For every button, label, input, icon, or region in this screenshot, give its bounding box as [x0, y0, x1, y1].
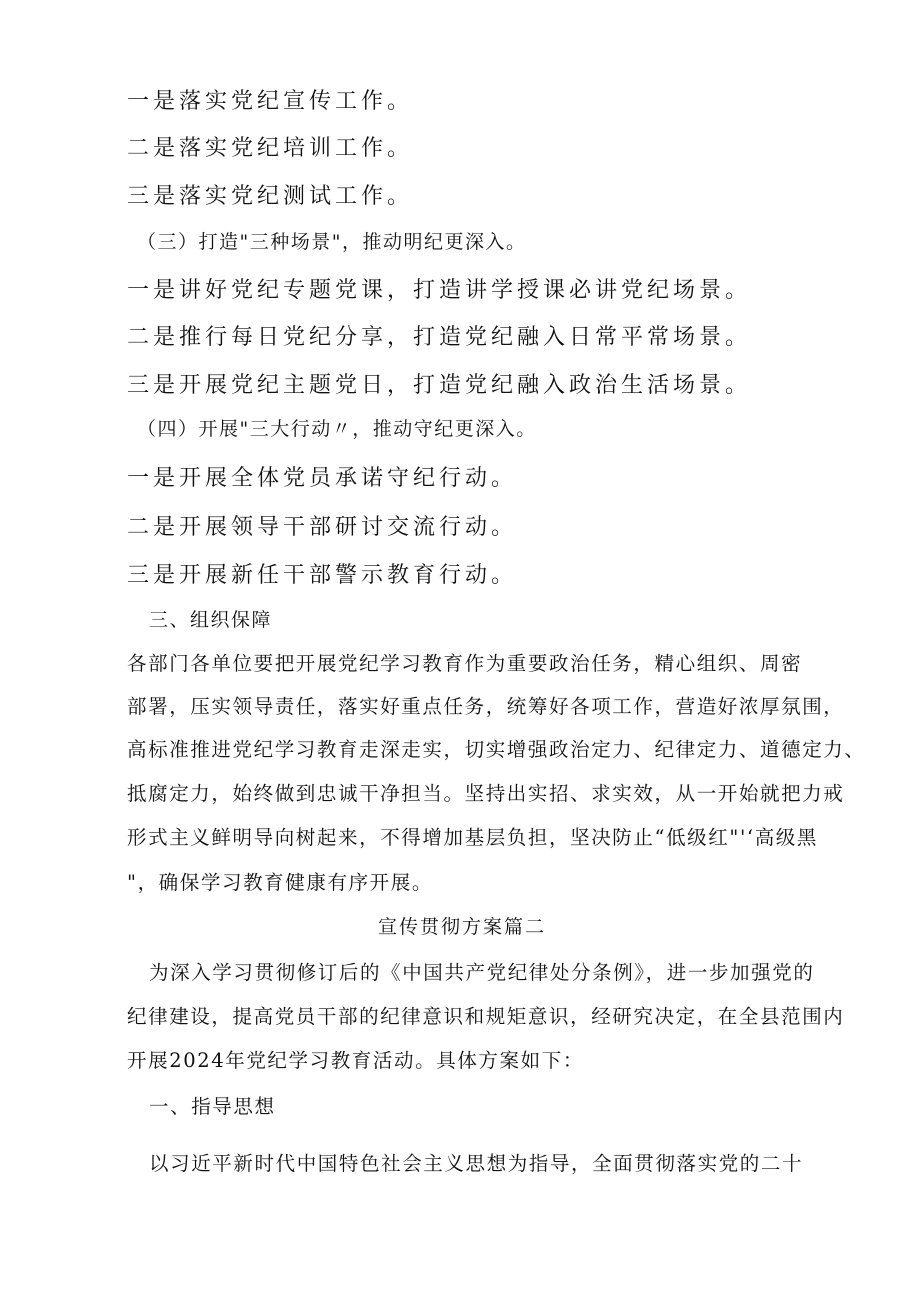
org-guarantee-line-3: 高标准推进党纪学习教育走深走实，切实增强政治定力、纪律定力、道德定力、 [127, 738, 866, 761]
org-guarantee-heading: 三、组织保障 [149, 609, 273, 631]
org-guarantee-line-6: "，确保学习教育健康有序开展。 [127, 871, 433, 894]
org-guarantee-line-2: 部署，压实领导责任，落实好重点任务，统筹好各项工作，营造好浓厚氛围， [127, 695, 845, 718]
part-two-intro-line-2: 纪律建设，提高党员干部的纪律意识和规矩意识，经研究决定，在全县范围内 [127, 1005, 845, 1028]
section-4-item-3: 三是开展新任干部警示教育行动。 [127, 563, 518, 588]
section-4-item-2: 二是开展领导干部研讨交流行动。 [127, 515, 518, 540]
part-two-heading-1: 一、指导思想 [149, 1095, 276, 1118]
org-guarantee-line-1: 各部门各单位要把开展党纪学习教育作为重要政治任务，精心组织、周密 [127, 652, 803, 675]
section-2-item-1: 一是落实党纪宣传工作。 [127, 89, 414, 114]
part-two-guiding-line: 以习近平新时代中国特色社会主义思想为指导，全面贯彻落实党的二十 [149, 1152, 804, 1175]
section-3-item-1: 一是讲好党纪专题党课，打造讲学授课必讲党纪场景。 [127, 278, 752, 303]
part-two-intro-line-3: 开展2024年党纪学习教育活动。具体方案如下： [127, 1049, 584, 1072]
org-guarantee-line-5: 形式主义鲜明导向树起来，不得增加基层负担，坚决防止“低级红"'‘高级黑 [127, 826, 818, 849]
section-3-heading: （三）打造"三种场景"，推动明纪更深入。 [137, 231, 527, 253]
section-3-item-3: 三是开展党纪主题党日，打造党纪融入政治生活场景。 [127, 373, 752, 398]
section-4-item-1: 一是开展全体党员承诺守纪行动。 [127, 466, 518, 491]
part-two-title: 宣传贯彻方案篇二 [378, 916, 547, 938]
section-2-item-2: 二是落实党纪培训工作。 [127, 136, 414, 161]
part-two-intro-line-1: 为深入学习贯彻修订后的《中国共产党纪律处分条例》，进一步加强党的 [149, 961, 815, 984]
section-3-item-2: 二是推行每日党纪分享，打造党纪融入日常平常场景。 [127, 325, 752, 350]
section-2-item-3: 三是落实党纪测试工作。 [127, 184, 414, 209]
section-4-heading: （四）开展"三大行动〃，推动守纪更深入。 [137, 418, 537, 440]
org-guarantee-line-4: 抵腐定力，始终做到忠诚干净担当。坚持出实招、求实效，从一开始就把力戒 [127, 782, 845, 805]
